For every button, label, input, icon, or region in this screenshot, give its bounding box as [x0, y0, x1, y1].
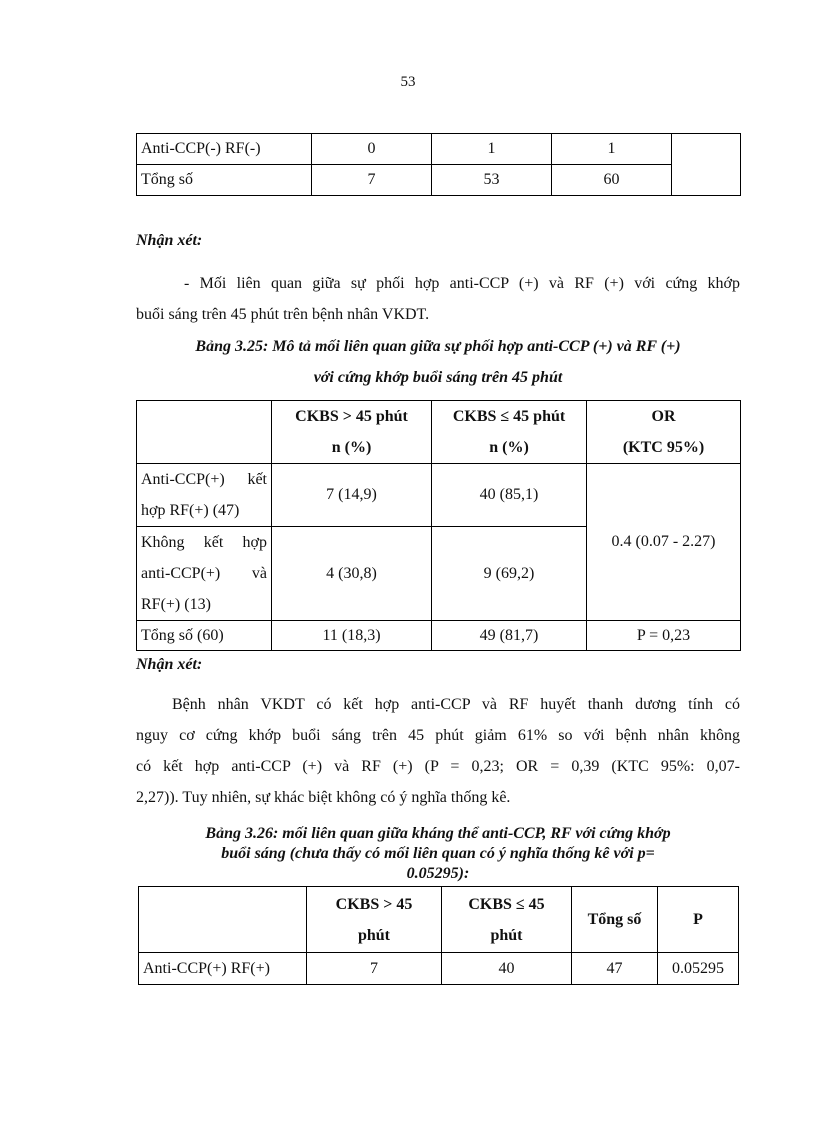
- table-cell: 40: [442, 953, 572, 985]
- table-cell: 11 (18,3): [272, 621, 432, 651]
- row-label: Tổng số: [137, 165, 312, 196]
- remark-heading: Nhận xét:: [136, 656, 203, 673]
- table-3-26: [138, 886, 739, 985]
- page-number: 53: [400, 74, 416, 90]
- remark-paragraph: [136, 689, 740, 813]
- table-cell: 9 (69,2): [432, 527, 587, 621]
- table-caption: Bảng 3.25: Mô tả mối liên quan giữa sự phối hợp anti-CCP (+) và RF (+): [195, 338, 681, 355]
- table-cell: 7: [312, 165, 432, 196]
- table-cell: 7 (14,9): [272, 464, 432, 527]
- column-header: CKBS > 45 phút: [307, 887, 442, 953]
- table-row: [137, 165, 741, 196]
- remark-heading: Nhận xét:: [136, 232, 203, 249]
- header-row: [139, 887, 739, 953]
- row-label: Anti-CCP(+) kết hợp RF(+) (47): [137, 464, 272, 527]
- column-header: CKBS > 45 phút n (%): [272, 401, 432, 464]
- remark-paragraph: [136, 268, 740, 330]
- table-cell: 7: [307, 953, 442, 985]
- table-cell: 0: [312, 134, 432, 165]
- remark-line: có kết hợp anti-CCP (+) và RF (+) (P = 0,23; OR = 0,39 (KTC 95%: 0,07-: [136, 758, 740, 775]
- row-label: Anti-CCP(-) RF(-): [137, 134, 312, 165]
- remark-line: Bệnh nhân VKDT có kết hợp anti-CCP và RF huyết thanh dương tính có: [172, 696, 740, 713]
- column-header: CKBS ≤ 45 phút n (%): [432, 401, 587, 464]
- table-caption-line2: với cứng khớp buổi sáng trên 45 phút: [313, 369, 563, 386]
- empty-cell: [672, 134, 741, 196]
- remark-line: nguy cơ cứng khớp buổi sáng trên 45 phút giảm 61% so với bệnh nhân không: [136, 727, 740, 744]
- column-header: Tổng số: [572, 887, 658, 953]
- table-row: [139, 953, 739, 985]
- row-label: Anti-CCP(+) RF(+): [139, 953, 307, 985]
- table-row: [137, 134, 741, 165]
- table-cell: 47: [572, 953, 658, 985]
- remark-line: 2,27)). Tuy nhiên, sự khác biệt không có ý nghĩa thống kê.: [136, 789, 511, 806]
- p-value-cell: P = 0,23: [587, 621, 741, 651]
- column-header: P: [658, 887, 739, 953]
- table-cell: 49 (81,7): [432, 621, 587, 651]
- header-row: [137, 401, 741, 464]
- empty-header: [137, 401, 272, 464]
- table-3-25: [136, 400, 741, 651]
- remark-line: buổi sáng trên 45 phút trên bệnh nhân VKDT.: [136, 306, 430, 323]
- table-cell: 1: [552, 134, 672, 165]
- remark-line: - Mối liên quan giữa sự phối hợp anti-CCP (+) và RF (+) với cứng khớp: [184, 275, 740, 292]
- total-row: [137, 621, 741, 651]
- column-header: CKBS ≤ 45 phút: [442, 887, 572, 953]
- table-cell: 4 (30,8): [272, 527, 432, 621]
- table-cell: 40 (85,1): [432, 464, 587, 527]
- empty-header: [139, 887, 307, 953]
- continuation-table: [136, 133, 741, 196]
- or-cell: 0.4 (0.07 - 2.27): [587, 464, 741, 621]
- row-label: Tổng số (60): [137, 621, 272, 651]
- row-label: Không kết hợp anti-CCP(+) và RF(+) (13): [137, 527, 272, 621]
- table-caption: Bảng 3.26: mối liên quan giữa kháng thể anti-CCP, RF với cứng khớp buổi sáng (chưa thấy có mối liên quan có ý nghĩa thống kê với p= 0.05295):: [205, 825, 671, 882]
- table-cell: 0.05295: [658, 953, 739, 985]
- table-cell: 1: [432, 134, 552, 165]
- table-row: [137, 464, 741, 527]
- table-cell: 53: [432, 165, 552, 196]
- column-header: OR (KTC 95%): [587, 401, 741, 464]
- table-cell: 60: [552, 165, 672, 196]
